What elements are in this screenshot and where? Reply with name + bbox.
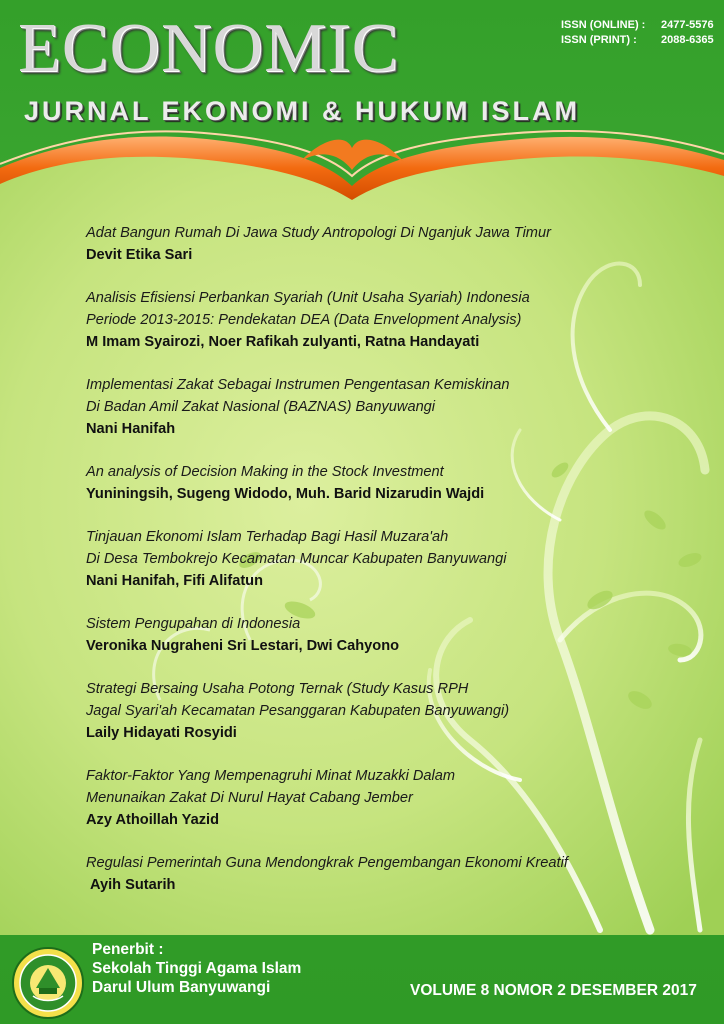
issn-online-value: 2477-5576 [661, 19, 714, 31]
volume-issue: VOLUME 8 NOMOR 2 DESEMBER 2017 [410, 982, 697, 999]
article-item [86, 852, 686, 902]
journal-title: ECONOMIC [18, 10, 400, 87]
article-list [86, 222, 686, 902]
issn-online-label: ISSN (ONLINE) : [561, 19, 646, 31]
article-authors: Ayih Sutarih [90, 877, 176, 893]
article-title: Jagal Syari'ah Kecamatan Pesanggaran Kabupaten Banyuwangi) [86, 703, 510, 719]
article-item [86, 678, 686, 765]
publisher-name-line2: Darul Ulum Banyuwangi [92, 979, 271, 996]
article-title: Adat Bangun Rumah Di Jawa Study Antropologi Di Nganjuk Jawa Timur [86, 225, 551, 241]
article-item [86, 374, 686, 461]
publisher-block [92, 940, 301, 997]
publisher-name-line1: Sekolah Tinggi Agama Islam [92, 960, 302, 977]
article-item [86, 526, 686, 613]
article-item [86, 222, 686, 287]
article-authors: Nani Hanifah, Fifi Alifatun [86, 573, 264, 589]
article-title: Faktor-Faktor Yang Mempenagruhi Minat Muzakki Dalam [86, 768, 456, 784]
article-title: Di Desa Tembokrejo Kecamatan Muncar Kabupaten Banyuwangi [86, 551, 507, 567]
article-title: Sistem Pengupahan di Indonesia [86, 616, 301, 632]
article-title: Menunaikan Zakat Di Nurul Hayat Cabang Jember [86, 790, 413, 806]
article-title: Tinjauan Ekonomi Islam Terhadap Bagi Hasil Muzara'ah [86, 529, 449, 545]
article-authors: Yuniningsih, Sugeng Widodo, Muh. Barid Nizarudin Wajdi [86, 486, 485, 502]
issn-print-label: ISSN (PRINT) : [561, 34, 637, 46]
journal-subtitle: JURNAL EKONOMI & HUKUM ISLAM [24, 96, 580, 126]
article-authors: M Imam Syairozi, Noer Rafikah zulyanti, Ratna Handayati [86, 334, 480, 350]
article-title: Di Badan Amil Zakat Nasional (BAZNAS) Banyuwangi [86, 399, 436, 415]
article-title: Periode 2013-2015: Pendekatan DEA (Data Envelopment Analysis) [86, 312, 522, 328]
article-authors: Azy Athoillah Yazid [86, 812, 219, 828]
article-item [86, 461, 686, 526]
article-title: An analysis of Decision Making in the Stock Investment [86, 464, 444, 480]
article-title: Analisis Efisiensi Perbankan Syariah (Unit Usaha Syariah) Indonesia [86, 290, 530, 306]
article-authors: Nani Hanifah [86, 421, 176, 437]
article-item [86, 765, 686, 852]
article-authors: Veronika Nugraheni Sri Lestari, Dwi Cahyono [86, 638, 400, 654]
article-authors: Laily Hidayati Rosyidi [86, 725, 237, 741]
article-title: Regulasi Pemerintah Guna Mendongkrak Pengembangan Ekonomi Kreatif [86, 855, 568, 871]
article-title: Strategi Bersaing Usaha Potong Ternak (Study Kasus RPH [86, 681, 469, 697]
article-item [86, 613, 686, 678]
institution-seal-icon [11, 946, 85, 1020]
article-item [86, 287, 686, 374]
issn-print-value: 2088-6365 [661, 34, 714, 46]
issn-block [561, 18, 714, 48]
article-title: Implementasi Zakat Sebagai Instrumen Pengentasan Kemiskinan [86, 377, 510, 393]
publisher-label: Penerbit : [92, 941, 164, 958]
article-authors: Devit Etika Sari [86, 247, 193, 263]
